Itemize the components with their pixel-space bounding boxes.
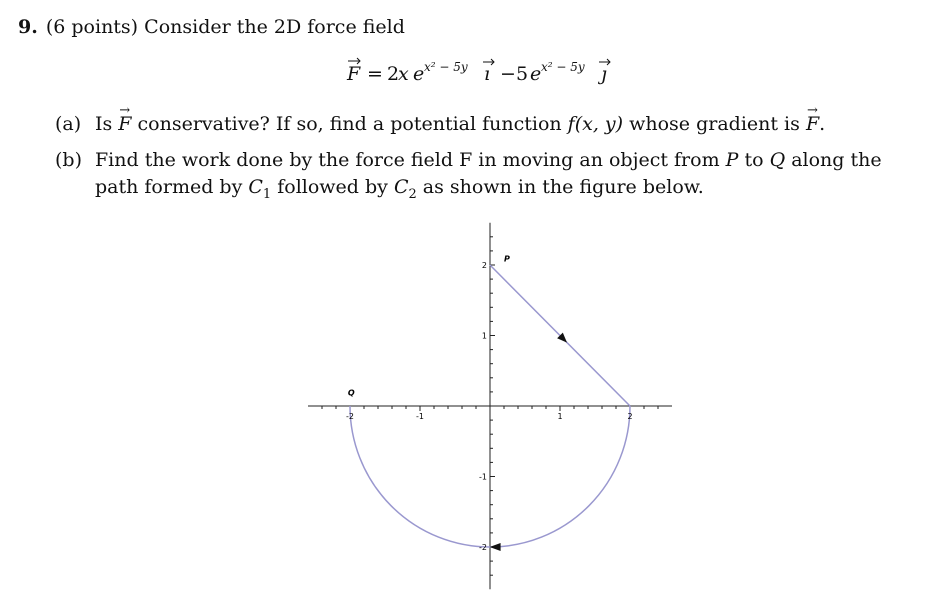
problem-header [18,14,405,40]
x-tick-label-neg1: -1 [416,412,424,421]
eq-var1: x [398,63,409,85]
eq-coef2: 5 [516,63,529,85]
eq-coef1: 2 [387,63,400,85]
eq-exponent2: x² − 5y [541,60,585,74]
eq-base2: e [530,63,542,85]
curve-C2-ref: C [393,176,409,198]
eq-exponent1: x² − 5y [424,60,468,74]
part-b [55,147,915,203]
potential-args: (x, y) [574,113,624,135]
eq-unit2: ȷ [601,63,607,85]
part-a-s1: Is [95,113,119,135]
y-tick-label-neg1: -1 [479,472,487,482]
part-a [55,111,915,139]
part-b-line-2 [95,174,915,201]
eq-lhs: F [347,63,361,85]
x-tick-label-neg2: -2 [346,412,354,421]
y-tick-label-2: 2 [481,261,487,270]
eq-unit1: ı [484,63,491,85]
part-a-s4: . [819,113,826,135]
problem-intro: Consider the 2D force field [144,16,405,38]
part-b-s3: along the [785,149,882,171]
eq-base1: e [413,63,425,85]
potential-f: f [567,113,575,135]
eq-minus: − [500,63,516,85]
part-b-s1: Find the work done by the force field F in moving an object from [95,149,726,171]
path-figure [300,215,680,600]
point-label-P: P [504,254,510,264]
y-tick-label-1: 1 [481,331,487,341]
part-b-text [95,147,915,201]
part-a-s2: conservative? If so, find a potential function [131,113,568,135]
point-label-Q: Q [347,388,355,398]
curve-C1-sub: 1 [262,186,272,202]
part-a-tag: (a) [55,113,82,135]
force-field-equation [345,56,615,90]
y-tick-label-neg2: -2 [479,543,487,552]
vector-F: → F [118,111,131,138]
part-b-tag: (b) [55,149,82,171]
x-tick-label-1: 1 [557,412,563,421]
part-a-text [95,111,825,138]
vector-F: → F [806,111,819,138]
part-b-s6: as shown in the figure below. [416,176,704,198]
part-b-s2: to [738,149,770,171]
point-Q-ref: Q [769,149,786,171]
x-tick-label-2: 2 [627,412,633,421]
part-a-s3: whose gradient is [623,113,806,135]
arrow-C2-icon [490,543,501,551]
axes [308,223,672,590]
curve-C2-sub: 2 [408,186,417,202]
curve-C1-ref: C [248,176,263,198]
part-b-line-1 [95,147,915,174]
problem-number: 9. [18,16,38,38]
eq-equals: = [367,63,383,85]
part-b-s5: followed by [271,176,394,198]
problem-points: (6 points) [45,16,139,38]
point-P-ref: P [725,149,739,171]
part-b-s4: path formed by [95,176,249,198]
